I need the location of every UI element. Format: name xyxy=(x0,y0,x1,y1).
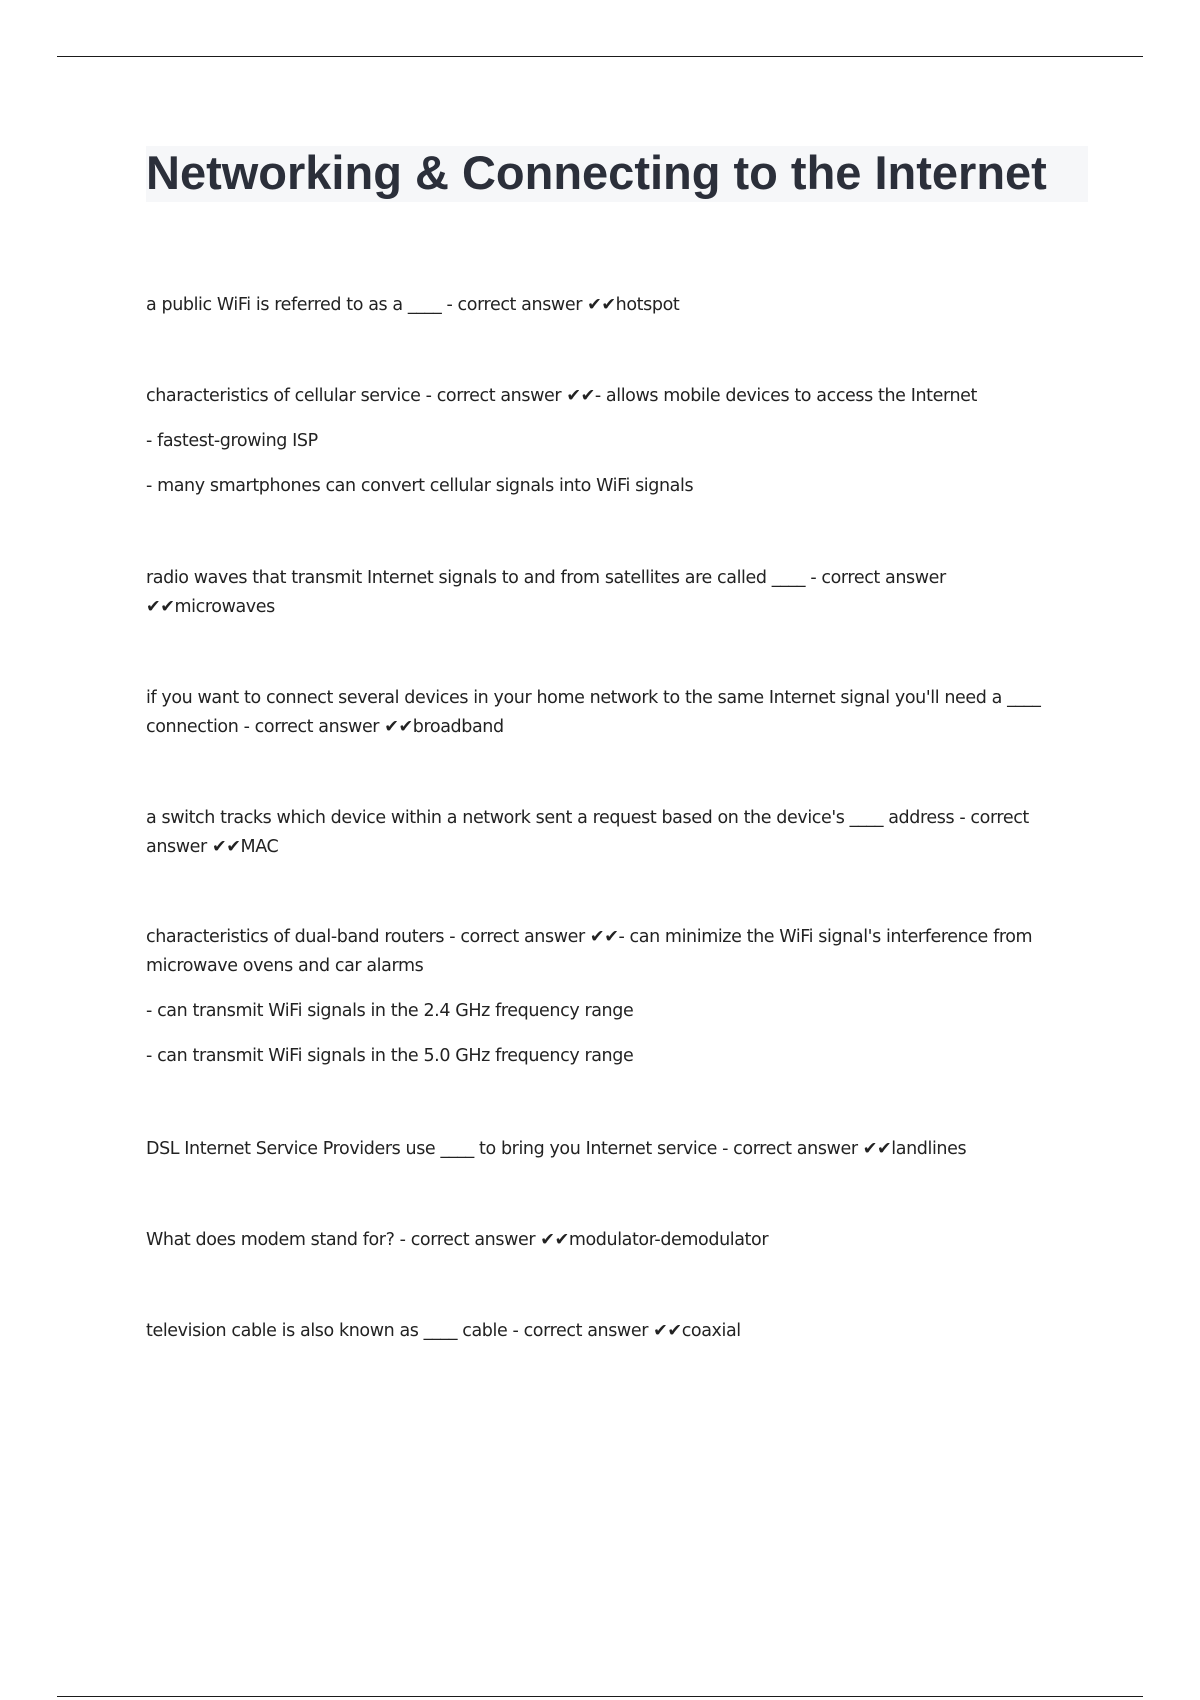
qa-question: a switch tracks which device within a network sent a request based on the device's ____ address - correct answer ✔✔MAC xyxy=(146,808,1029,857)
qa-item-4 xyxy=(146,684,1076,742)
footer-rule xyxy=(57,1696,1143,1697)
qa-question: DSL Internet Service Providers use ____ to bring you Internet service - correct answer ✔✔landlines xyxy=(146,1139,967,1159)
qa-item-9 xyxy=(146,1317,1086,1346)
qa-answer-line: - can transmit WiFi signals in the 2.4 GHz frequency range xyxy=(146,1001,634,1021)
header-rule xyxy=(57,56,1143,57)
qa-question: television cable is also known as ____ cable - correct answer ✔✔coaxial xyxy=(146,1321,741,1341)
qa-question: a public WiFi is referred to as a ____ - correct answer ✔✔hotspot xyxy=(146,295,680,315)
qa-question: characteristics of cellular service - correct answer ✔✔- allows mobile devices to access the Internet xyxy=(146,386,977,406)
qa-question: if you want to connect several devices in your home network to the same Internet signal you'll need a ____ connection - correct answer ✔✔broadband xyxy=(146,688,1041,737)
qa-question: characteristics of dual-band routers - correct answer ✔✔- can minimize the WiFi signal's interference from microwave ovens and car alarms xyxy=(146,927,1033,976)
document-title: Networking & Connecting to the Internet xyxy=(146,146,1047,199)
qa-question: radio waves that transmit Internet signals to and from satellites are called ____ - correct answer ✔✔microwaves xyxy=(146,568,946,617)
qa-item-8 xyxy=(146,1226,1086,1255)
qa-item-5 xyxy=(146,804,1091,862)
qa-item-7 xyxy=(146,1135,1086,1164)
qa-item-1 xyxy=(146,291,1086,320)
qa-question: What does modem stand for? - correct answer ✔✔modulator-demodulator xyxy=(146,1230,769,1250)
qa-answer-line: - many smartphones can convert cellular signals into WiFi signals xyxy=(146,476,694,496)
qa-item-2 xyxy=(146,382,1086,501)
qa-item-3 xyxy=(146,564,1006,622)
qa-answer-line: - can transmit WiFi signals in the 5.0 GHz frequency range xyxy=(146,1046,634,1066)
qa-item-6 xyxy=(146,923,1071,1071)
qa-answer-line: - fastest-growing ISP xyxy=(146,431,318,451)
